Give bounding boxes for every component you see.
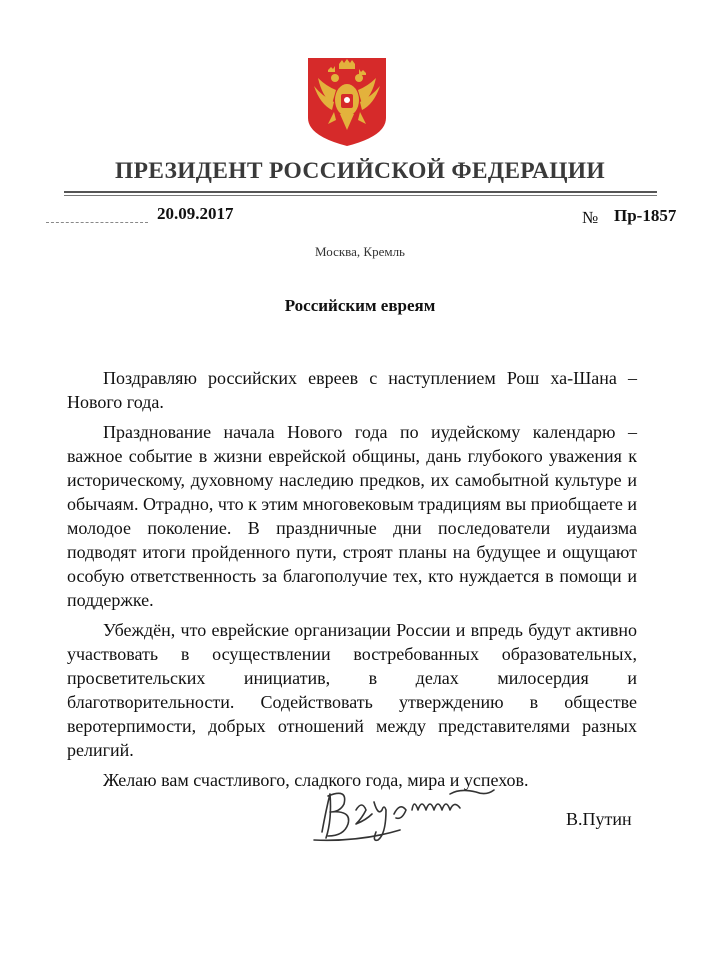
signature-icon xyxy=(300,780,520,850)
paragraph: Поздравляю российских евреев с наступлением Рош ха-Шана – Нового года. xyxy=(67,368,637,412)
paragraph: Убеждён, что еврейские организации России и впредь будут активно участвовать в осуществлении востребованных образовательных, просветительских инициатив, в делах милосердия и благотворительности. Содействовать утверждению в обществе веротерпимости, добрых отношений между представителями разных религий. xyxy=(67,620,637,760)
issue-location: Москва, Кремль xyxy=(315,244,405,259)
number-sign: № xyxy=(582,208,599,227)
paragraph: Желаю вам счастливого, сладкого года, мира и успехов. xyxy=(103,770,529,790)
letter-body xyxy=(67,366,637,798)
date-blank-line xyxy=(46,222,148,223)
document-date: 20.09.2017 xyxy=(157,204,234,223)
header-divider xyxy=(64,191,657,193)
signer-name: В.Путин xyxy=(566,809,632,829)
paragraph: Празднование начала Нового года по иудейскому календарю – важное событие в жизни еврейской общины, дань глубокого уважения к историческому, духовному наследию предков, их самобытной культуре и обычаям. Отрадно, что к этим многовековым традициям вы приобщаете и молодое поколение. В праздничные дни последователи иудаизма подводят итоги пройденного пути, строят планы на будущее и ощущают особую ответственность за благополучие тех, кто нуждается в помощи и поддержке. xyxy=(67,422,637,610)
document-number: Пр-1857 xyxy=(614,206,677,225)
letter-title: Российским евреям xyxy=(284,296,436,315)
header-divider-thin xyxy=(64,195,657,196)
issuer-title: ПРЕЗИДЕНТ РОССИЙСКОЙ ФЕДЕРАЦИИ xyxy=(115,158,605,184)
coat-of-arms-icon xyxy=(304,56,390,148)
